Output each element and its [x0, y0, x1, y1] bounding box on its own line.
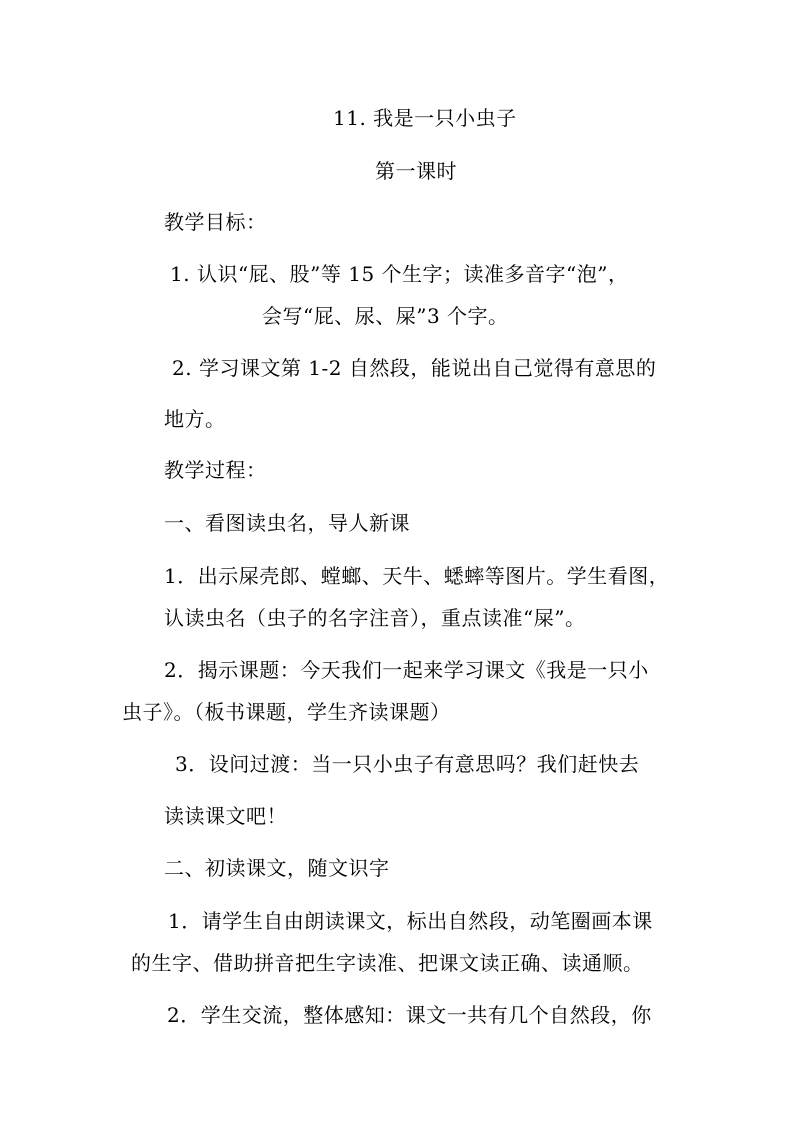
section-2-heading: 二、初读课文，随文识字 — [164, 856, 390, 880]
section-1-item-2-line-2: 虫子》。（板书课题，学生齐读课题） — [122, 700, 451, 724]
goal-2-line-2: 地方。 — [164, 407, 226, 431]
section-1-item-3-line-2: 读读课文吧！ — [164, 804, 287, 828]
section-1-item-3-line-1: 3．设问过渡：当一只小虫子有意思吗？我们赶快去 — [175, 752, 640, 776]
lesson-period-heading: 第一课时 — [375, 159, 457, 183]
section-1-item-2-line-1: 2．揭示课题：今天我们一起来学习课文《我是一只小 — [164, 658, 649, 682]
section-1-item-1-line-1: 1．出示屎壳郎、螳螂、天牛、蟋蟀等图片。学生看图， — [164, 564, 670, 588]
section-1-heading: 一、看图读虫名，导人新课 — [164, 511, 410, 535]
section-2-item-2-line-1: 2．学生交流，整体感知：课文一共有几个自然段，你 — [167, 1003, 652, 1027]
goals-heading: 教学目标： — [164, 210, 267, 234]
document-title: 11. 我是一只小虫子 — [333, 106, 517, 130]
process-heading: 教学过程： — [164, 458, 267, 482]
section-1-item-1-line-2: 认读虫名（虫子的名字注音），重点读准“屎”。 — [164, 606, 586, 630]
section-2-item-1-line-2: 的生字、借助拼音把生字读准、把课文读正确、读通顺。 — [131, 951, 644, 975]
goal-2-line-1: 2. 学习课文第 1-2 自然段，能说出自己觉得有意思的 — [172, 356, 657, 380]
goal-1-line-1: 1. 认识“屁、股”等 15 个生字；读准多音字“泡”， — [170, 262, 629, 286]
section-2-item-1-line-1: 1．请学生自由朗读课文，标出自然段，动笔圈画本课 — [168, 909, 653, 933]
goal-1-line-2: 会写“屁、尿、屎”3 个字。 — [262, 304, 509, 328]
